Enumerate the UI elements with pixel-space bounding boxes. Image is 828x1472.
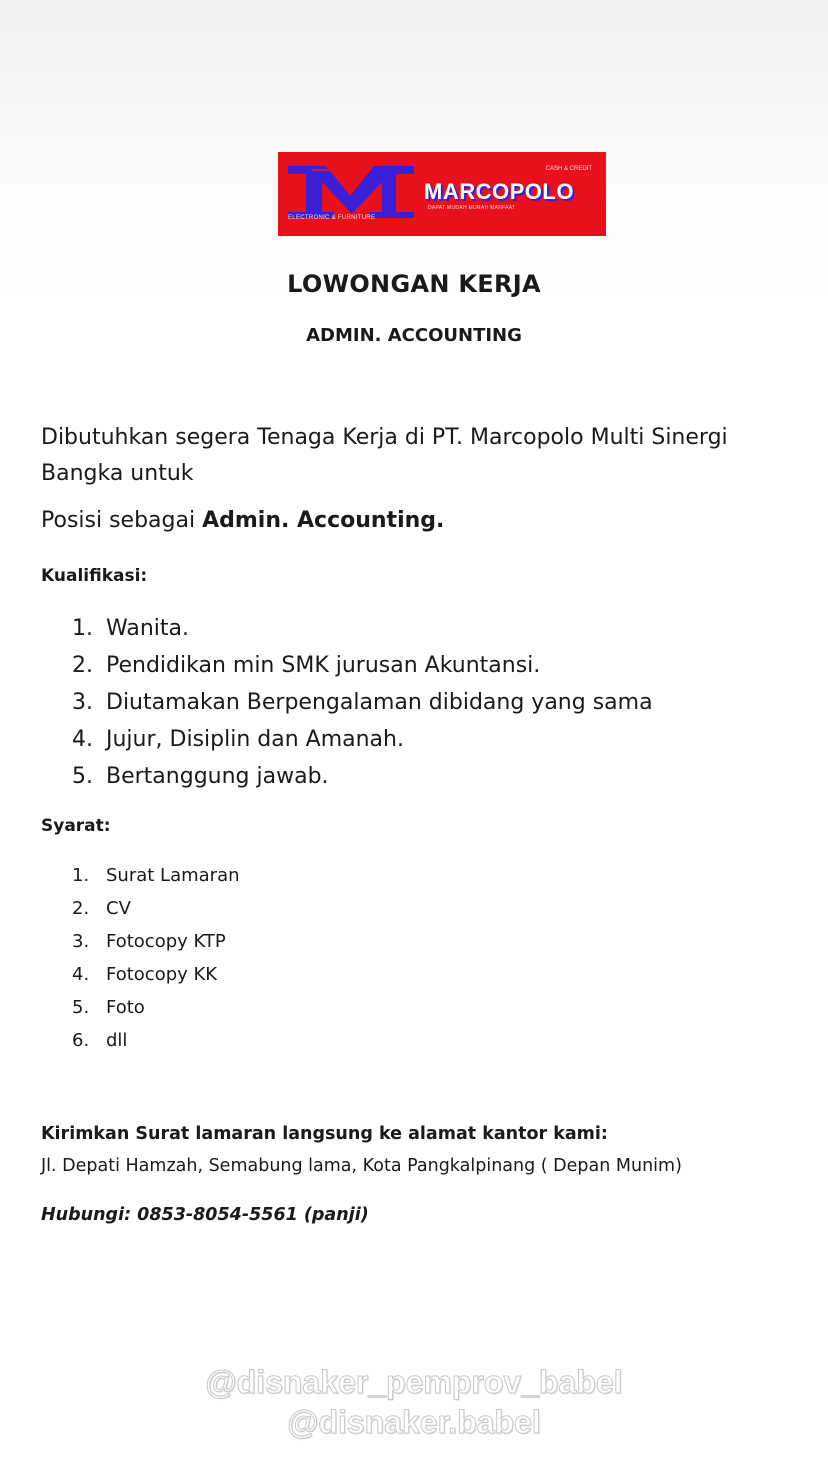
list-item: 1. Surat Lamaran bbox=[72, 865, 240, 886]
list-item: 2. Pendidikan min SMK jurusan Akuntansi. bbox=[72, 653, 541, 678]
requirements-heading: Syarat: bbox=[41, 816, 111, 836]
list-item: 4. Jujur, Disiplin dan Amanah. bbox=[72, 727, 404, 752]
page-subtitle: ADMIN. ACCOUNTING bbox=[306, 325, 522, 346]
position-name: Admin. Accounting. bbox=[202, 508, 445, 533]
logo-tagline: DAPAT MUDAH MURAH MANFAAT bbox=[428, 205, 516, 211]
logo-subtitle: ELECTRONIC & FURNITURE bbox=[288, 215, 376, 221]
list-item: 2. CV bbox=[72, 898, 131, 919]
logo-tag-top: CASH & CREDIT bbox=[545, 166, 592, 172]
intro-paragraph: Dibutuhkan segera Tenaga Kerja di PT. Marcopolo Multi Sinergi Bangka untuk bbox=[41, 425, 728, 486]
company-logo bbox=[278, 152, 606, 236]
requirements-list bbox=[72, 860, 240, 1058]
list-item: 3. Diutamakan Berpengalaman dibidang yang sama bbox=[72, 690, 653, 715]
contact-heading: Kirimkan Surat lamaran langsung ke alamat kantor kami: bbox=[41, 1124, 608, 1144]
qualifications-list bbox=[72, 610, 653, 795]
list-item: 5. Foto bbox=[72, 997, 145, 1018]
list-item: 4. Fotocopy KK bbox=[72, 964, 218, 985]
page-title: LOWONGAN KERJA bbox=[287, 270, 541, 298]
watermark: @disnaker.babel bbox=[287, 1404, 541, 1440]
logo-brand-name: MARCOPOLO bbox=[424, 179, 574, 204]
contact-phone: Hubungi: 0853-8054-5561 (panji) bbox=[41, 1205, 369, 1225]
list-item: 3. Fotocopy KTP bbox=[72, 931, 226, 952]
office-address: Jl. Depati Hamzah, Semabung lama, Kota Pangkalpinang ( Depan Munim) bbox=[41, 1156, 682, 1176]
list-item: 1. Wanita. bbox=[72, 616, 189, 641]
position-line bbox=[41, 508, 444, 533]
list-item: 6. dll bbox=[72, 1030, 128, 1051]
watermark: @disnaker_pemprov_babel bbox=[205, 1364, 623, 1400]
marcopolo-monogram-icon bbox=[278, 152, 428, 236]
position-prefix: Posisi sebagai bbox=[41, 508, 203, 533]
list-item: 5. Bertanggung jawab. bbox=[72, 764, 329, 789]
qualifications-heading: Kualifikasi: bbox=[41, 566, 148, 586]
